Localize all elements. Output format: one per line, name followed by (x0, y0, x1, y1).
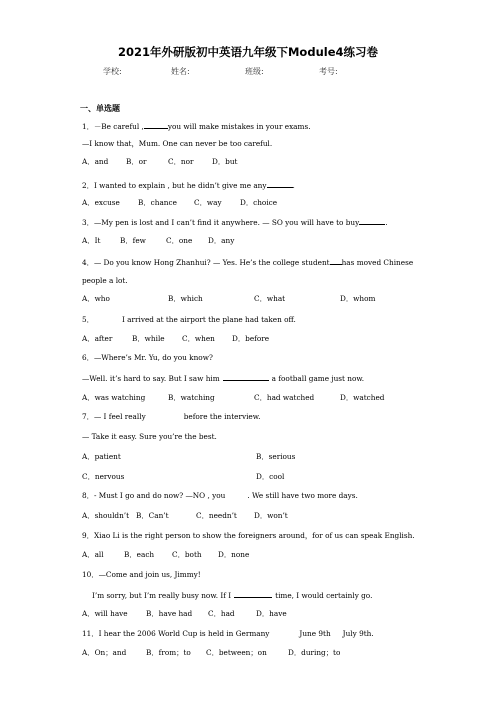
q4-option-b[interactable]: B．which (168, 294, 203, 303)
q11-option-c[interactable]: C．between；on (206, 648, 267, 657)
q7-option-d[interactable]: D．cool (256, 472, 285, 481)
answer-blank (267, 180, 293, 188)
q7-text-a: 7．— I feel really (82, 412, 146, 421)
q11-option-b[interactable]: B．from；to (146, 648, 191, 657)
q3-option-d[interactable]: D．any (208, 236, 235, 245)
q3-text-a: 3．—My pen is lost and I can’t find it anywhere. — SO you will have to buy (82, 218, 360, 227)
q11-option-a[interactable]: A．On；and (82, 648, 127, 657)
q4-option-c[interactable]: C．what (254, 294, 286, 303)
q1-option-c[interactable]: C．nor (168, 157, 194, 166)
q10-option-d[interactable]: D．have (256, 609, 287, 618)
q5-option-b[interactable]: B．while (132, 334, 165, 343)
q11-text-c: July 9th. (342, 629, 374, 638)
section-heading: 一、单选题 (80, 104, 120, 113)
q8-option-b[interactable]: B．Can’t (136, 511, 169, 520)
q2-text-a: 2．I wanted to explain , but he didn’t give me any (82, 181, 267, 190)
q10-option-a[interactable]: A．will have (82, 609, 128, 618)
q4-line-2: people a lot. (82, 276, 128, 285)
q9-option-b[interactable]: B．each (124, 550, 155, 559)
q7-option-b[interactable]: B．serious (256, 452, 296, 461)
q6-option-d[interactable]: D．watched (340, 393, 385, 402)
q10-text-b: time, I would certainly go. (275, 591, 373, 600)
q6-line-1: 6．—Where’s Mr. Yu, do you know? (82, 353, 213, 362)
q1-text-a: 1．－Be careful , (82, 122, 144, 131)
question-8 (82, 491, 358, 501)
q10-text-a: I’m sorry, but I’m really busy now. If I (92, 591, 232, 600)
q3-text-b: . (385, 218, 388, 227)
q3-option-b[interactable]: B．few (120, 236, 146, 245)
q1-option-d[interactable]: D．but (212, 157, 238, 166)
question-5 (82, 315, 296, 325)
q8-text-b: . We still have two more days. (247, 491, 358, 500)
number-label: 考号: (319, 67, 338, 76)
answer-blank (359, 217, 388, 227)
q9-line-1: 9．Xiao Li is the right person to show the foreigners around，for of us can speak English. (82, 531, 415, 540)
q8-option-c[interactable]: C．needn’t (196, 511, 237, 520)
q9-option-d[interactable]: D．none (218, 550, 250, 559)
q2-option-d[interactable]: D．choice (240, 198, 278, 207)
answer-blank (223, 373, 269, 381)
q7-option-c[interactable]: C．nervous (82, 472, 125, 481)
answer-blank (144, 121, 168, 129)
q1-line-2: —I know that，Mum. One can never be too careful. (82, 139, 273, 148)
q11-option-d[interactable]: D．during；to (288, 648, 341, 657)
q7-line-2: — Take it easy. Sure you’re the best. (82, 432, 217, 441)
q1-text-b: you will make mistakes in your exams. (167, 122, 311, 131)
q6-option-b[interactable]: B．watching (168, 393, 215, 402)
q2-option-c[interactable]: C．way (194, 198, 222, 207)
q5-text-a: 5． (82, 315, 94, 324)
q5-option-d[interactable]: D．before (232, 334, 270, 343)
school-label: 学校: (103, 67, 122, 76)
q4-option-a[interactable]: A．who (82, 294, 110, 303)
question-3 (82, 217, 388, 228)
question-10 (92, 590, 372, 601)
class-label: 班级: (245, 67, 264, 76)
q2-option-b[interactable]: B．chance (138, 198, 177, 207)
q10-line-1: 10．—Come and join us, Jimmy! (82, 570, 201, 579)
question-2 (82, 180, 295, 191)
q6-text-a: —Well. it’s hard to say. But I saw him (82, 374, 220, 383)
page-title: 2021年外研版初中英语九年级下Module4练习卷 (117, 45, 378, 59)
q8-option-d[interactable]: D．won’t (254, 511, 288, 520)
q9-option-a[interactable]: A．all (82, 550, 104, 559)
q2-option-a[interactable]: A．excuse (82, 198, 120, 207)
q11-text-a: 11．I hear the 2006 World Cup is held in Germany (82, 629, 270, 638)
q4-text-b: has moved Chinese (341, 258, 414, 267)
q4-option-d[interactable]: D．whom (340, 294, 376, 303)
q6-option-a[interactable]: A．was watching (82, 393, 146, 402)
question-6 (82, 373, 364, 384)
q3-option-c[interactable]: C．one (166, 236, 193, 245)
q1-option-b[interactable]: B．or (126, 157, 147, 166)
q7-text-b: before the interview. (183, 412, 261, 421)
q4-text-a: 4．— Do you know Hong Zhanhui? — Yes. He’s the college student (82, 258, 330, 267)
q5-text-b: I arrived at the airport the plane had taken off. (121, 315, 296, 324)
question-1 (82, 121, 311, 132)
q6-text-b: a football game just now. (271, 374, 365, 383)
answer-blank (330, 257, 342, 265)
q7-option-a[interactable]: A．patient (82, 452, 121, 461)
q2-text-b: . (292, 181, 295, 190)
question-7 (82, 412, 260, 422)
q10-option-b[interactable]: B．have had (146, 609, 193, 618)
name-label: 姓名: (171, 67, 190, 76)
answer-blank (234, 590, 272, 598)
q9-option-c[interactable]: C．both (172, 550, 202, 559)
q10-option-c[interactable]: C．had (208, 609, 235, 618)
q5-option-c[interactable]: C．when (182, 334, 215, 343)
q3-option-a[interactable]: A．It (82, 236, 101, 245)
q8-text-a: 8．- Must I go and do now? —NO , you (82, 491, 226, 500)
question-11 (82, 629, 374, 639)
q6-option-c[interactable]: C．had watched (254, 393, 315, 402)
q1-option-a[interactable]: A．and (82, 157, 109, 166)
question-4 (82, 257, 413, 268)
q11-text-b: June 9th (299, 629, 331, 638)
q8-option-a[interactable]: A．shouldn’t (82, 511, 130, 520)
q5-option-a[interactable]: A．after (82, 334, 113, 343)
